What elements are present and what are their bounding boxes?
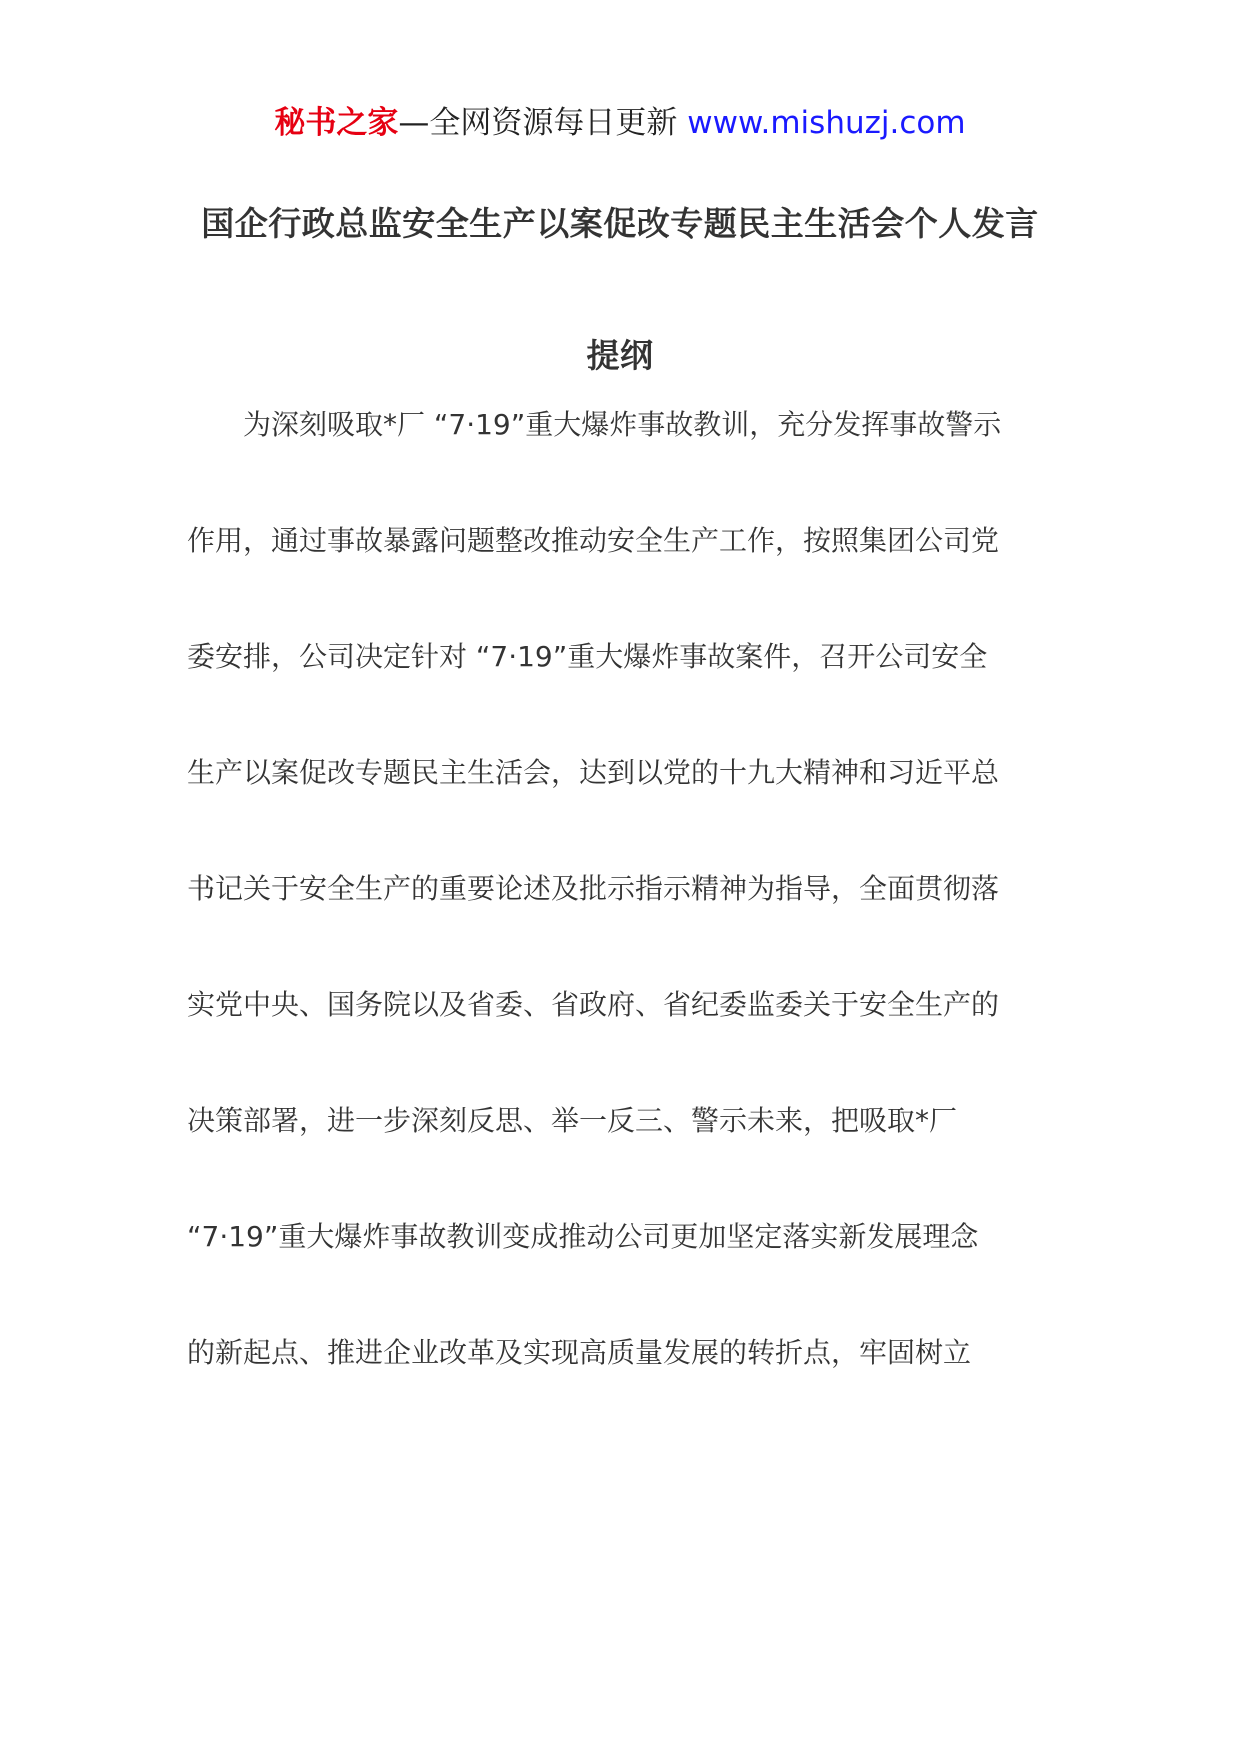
body-line: 实党中央、国务院以及省委、省政府、省纪委监委关于安全生产的	[187, 988, 1000, 1021]
body-line: 书记关于安全生产的重要论述及批示指示精神为指导，全面贯彻落	[187, 872, 1000, 905]
body-line: 作用，通过事故暴露问题整改推动安全生产工作，按照集团公司党	[187, 524, 1000, 557]
body-line: “7·19”重大爆炸事故教训变成推动公司更加坚定落实新发展理念	[187, 1220, 979, 1253]
site-link[interactable]: www.mishuzj.com	[687, 105, 966, 141]
body-line: 决策部署，进一步深刻反思、举一反三、警示未来，把吸取*厂	[187, 1104, 958, 1137]
body-line: 委安排，公司决定针对 “7·19”重大爆炸事故案件，召开公司安全	[187, 640, 988, 673]
body-line: 为深刻吸取*厂 “7·19”重大爆炸事故教训，充分发挥事故警示	[187, 408, 1002, 441]
document-title-line-2: 提纲	[586, 336, 654, 375]
body-line: 生产以案促改专题民主生活会，达到以党的十九大精神和习近平总	[187, 756, 1000, 789]
brand-name: 秘书之家	[274, 105, 399, 141]
site-header	[0, 100, 1240, 146]
body-line: 的新起点、推进企业改革及实现高质量发展的转折点，牢固树立	[187, 1336, 972, 1369]
header-tagline: —全网资源每日更新	[398, 105, 688, 141]
document-title-line-1: 国企行政总监安全生产以案促改专题民主生活会个人发言	[201, 204, 1039, 243]
